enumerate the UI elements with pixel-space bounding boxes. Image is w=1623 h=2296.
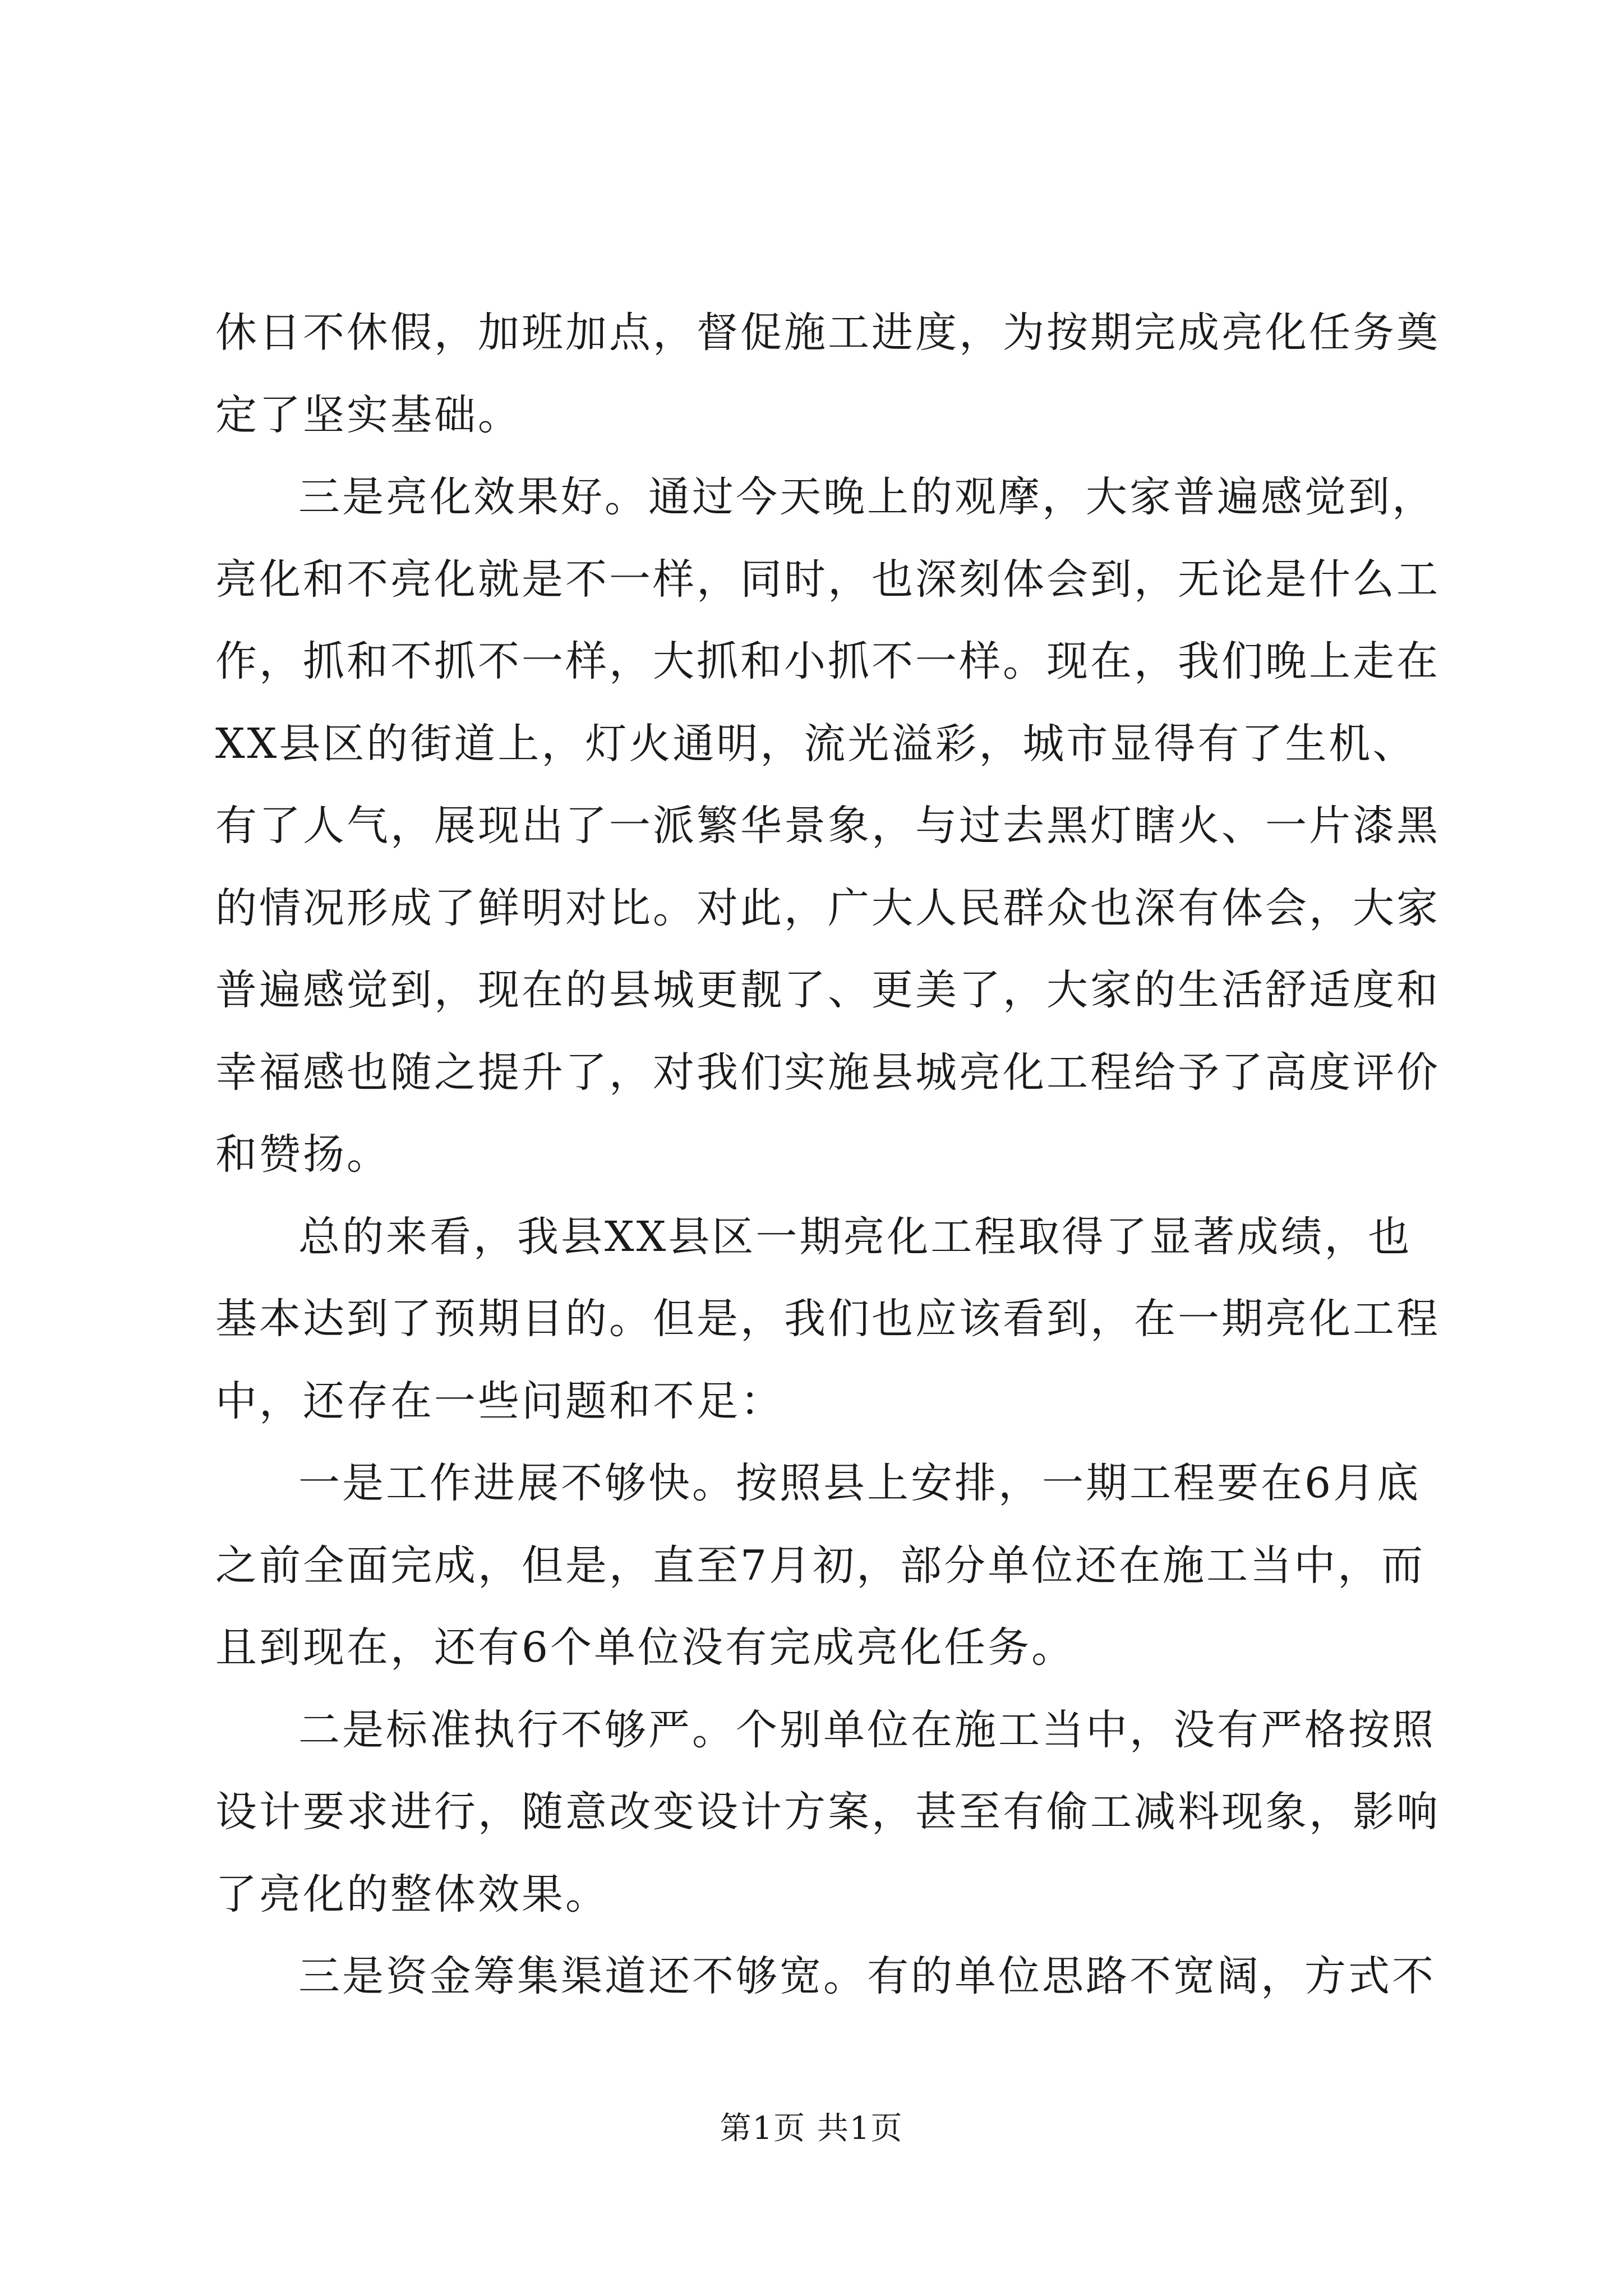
text-line: 和赞扬。 (215, 1130, 390, 1179)
text-line: 有了人气，展现出了一派繁华景象，与过去黑灯瞎火、一片漆黑 (215, 802, 1440, 850)
text-line: 且到现在，还有6个单位没有完成亮化任务。 (215, 1623, 1076, 1672)
text-line: 作，抓和不抓不一样，大抓和小抓不一样。现在，我们晚上走在 (215, 637, 1440, 685)
text-line: 了亮化的整体效果。 (215, 1870, 609, 1918)
text-line: 设计要求进行，随意改变设计方案，甚至有偷工减料现象，影响 (215, 1788, 1440, 1836)
text-line: 基本达到了预期目的。但是，我们也应该看到，在一期亮化工程 (215, 1295, 1440, 1343)
text-line: 之前全面完成，但是，直至7月初，部分单位还在施工当中，而 (215, 1541, 1426, 1590)
page-number-footer: 第1页 共1页 (720, 2110, 903, 2147)
paragraph-start-line: 三是亮化效果好。通过今天晚上的观摩，大家普遍感觉到， (298, 473, 1436, 521)
text-line: 亮化和不亮化就是不一样，同时，也深刻体会到，无论是什么工 (215, 555, 1440, 604)
text-line: XX县区的街道上，灯火通明，流光溢彩，城市显得有了生机、 (215, 719, 1417, 768)
text-line: 中，还存在一些问题和不足： (215, 1377, 784, 1425)
paragraph-start-line: 总的来看，我县XX县区一期亮化工程取得了显著成绩，也 (298, 1212, 1412, 1261)
text-line: 定了坚实基础。 (215, 390, 522, 439)
paragraph-start-line: 二是标准执行不够严。个别单位在施工当中，没有严格按照 (298, 1705, 1436, 1754)
text-line: 的情况形成了鲜明对比。对此，广大人民群众也深有体会，大家 (215, 884, 1440, 932)
text-line: 休日不休假，加班加点，督促施工进度，为按期完成亮化任务奠 (215, 309, 1440, 357)
text-line: 普遍感觉到，现在的县城更靓了、更美了，大家的生活舒适度和 (215, 966, 1440, 1014)
paragraph-start-line: 一是工作进展不够快。按照县上安排，一期工程要在6月底 (298, 1459, 1421, 1507)
text-line: 幸福感也随之提升了，对我们实施县城亮化工程给予了高度评价 (215, 1048, 1440, 1097)
paragraph-start-line: 三是资金筹集渠道还不够宽。有的单位思路不宽阔，方式不 (298, 1952, 1436, 2000)
body-text (215, 292, 1440, 2018)
